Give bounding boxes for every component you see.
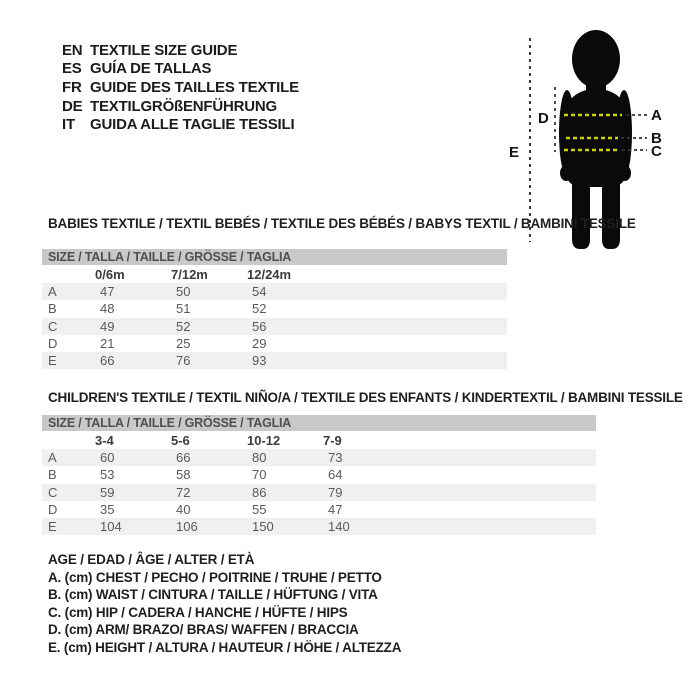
lang-code: EN — [62, 41, 83, 59]
children-size-table — [42, 415, 596, 535]
children-column-header-row — [42, 431, 596, 449]
lang-row-de — [62, 97, 299, 116]
cell: 56 — [252, 318, 267, 334]
cell: 80 — [252, 450, 267, 466]
legend-age-line: AGE / EDAD / ÂGE / ALTER / ETÀ — [48, 552, 255, 568]
row-label: D — [48, 502, 58, 518]
cell: 72 — [176, 484, 191, 500]
cell: 64 — [328, 467, 343, 483]
cell: 58 — [176, 467, 191, 483]
legend-item-waist: B. (cm) WAIST / CINTURA / TAILLE / HÜFTUNG / VITA — [48, 587, 378, 603]
cell: 93 — [252, 353, 267, 369]
cell: 49 — [100, 318, 115, 334]
cell: 47 — [100, 284, 115, 300]
row-label: C — [48, 484, 58, 500]
row-label: B — [48, 301, 57, 317]
table-row — [42, 300, 507, 317]
table-row — [42, 518, 596, 535]
cell: 59 — [100, 484, 115, 500]
cell: 29 — [252, 336, 267, 352]
cell: 55 — [252, 502, 267, 518]
cell: 86 — [252, 484, 267, 500]
cell: 51 — [176, 301, 191, 317]
lang-code: DE — [62, 97, 83, 115]
children-size-header-bar: SIZE / TALLA / TAILLE / GRÖSSE / TAGLIA — [42, 415, 596, 431]
cell: 54 — [252, 284, 267, 300]
label-c: C — [651, 143, 662, 160]
cell: 140 — [328, 519, 350, 535]
cell: 40 — [176, 502, 191, 518]
cell: 150 — [252, 519, 274, 535]
children-section-title: CHILDREN'S TEXTILE / TEXTIL NIÑO/A / TEXTILE DES ENFANTS / KINDERTEXTIL / BAMBINI TESSILE — [48, 390, 683, 405]
babies-size-header-bar: SIZE / TALLA / TAILLE / GRÖSSE / TAGLIA — [42, 249, 507, 265]
cell: 35 — [100, 502, 115, 518]
column-header: 0/6m — [95, 266, 125, 282]
lang-row-es — [62, 60, 299, 79]
column-header: 7-9 — [323, 432, 342, 448]
cell: 50 — [176, 284, 191, 300]
legend-item-height: E. (cm) HEIGHT / ALTURA / HAUTEUR / HÖHE / ALTEZZA — [48, 639, 402, 655]
children-table-body — [42, 449, 596, 535]
lang-code: IT — [62, 116, 75, 134]
cell: 48 — [100, 301, 115, 317]
lang-code: FR — [62, 78, 82, 96]
cell: 52 — [176, 318, 191, 334]
lang-title: TEXTILE SIZE GUIDE — [90, 41, 238, 59]
babies-column-header-row — [42, 265, 507, 283]
lang-title: GUIDE DES TAILLES TEXTILE — [90, 78, 299, 96]
legend-item-chest: A. (cm) CHEST / PECHO / POITRINE / TRUHE / PETTO — [48, 569, 382, 585]
column-header: 10-12 — [247, 432, 281, 448]
cell: 60 — [100, 450, 115, 466]
legend-item-hip: C. (cm) HIP / CADERA / HANCHE / HÜFTE / HIPS — [48, 604, 348, 620]
cell: 66 — [100, 353, 115, 369]
column-header: 7/12m — [171, 266, 208, 282]
cell: 73 — [328, 450, 343, 466]
column-header: 5-6 — [171, 432, 190, 448]
table-row — [42, 501, 596, 518]
lang-row-en — [62, 41, 299, 60]
row-label: A — [48, 450, 57, 466]
table-row — [42, 283, 507, 300]
lang-title: TEXTILGRÖßENFÜHRUNG — [90, 97, 278, 115]
row-label: A — [48, 284, 57, 300]
table-row — [42, 449, 596, 466]
label-e: E — [509, 144, 520, 161]
column-header: 3-4 — [95, 432, 114, 448]
cell: 104 — [100, 519, 122, 535]
cell: 106 — [176, 519, 198, 535]
table-row — [42, 318, 507, 335]
label-d: D — [538, 110, 549, 127]
row-label: D — [48, 336, 58, 352]
lang-row-it — [62, 115, 299, 134]
lang-title: GUÍA DE TALLAS — [90, 60, 212, 78]
babies-table-body — [42, 283, 507, 369]
lang-title: GUIDA ALLE TAGLIE TESSILI — [90, 116, 295, 134]
cell: 66 — [176, 450, 191, 466]
label-b: B — [651, 130, 662, 147]
row-label: C — [48, 318, 58, 334]
cell: 47 — [328, 502, 343, 518]
babies-size-table — [42, 249, 507, 369]
legend-item-arm: D. (cm) ARM/ BRAZO/ BRAS/ WAFFEN / BRACCIA — [48, 622, 359, 638]
cell: 70 — [252, 467, 267, 483]
row-label: E — [48, 353, 57, 369]
lang-row-fr — [62, 78, 299, 97]
table-row — [42, 352, 507, 369]
cell: 76 — [176, 353, 191, 369]
cell: 52 — [252, 301, 267, 317]
table-row — [42, 335, 507, 352]
measurement-legend — [48, 551, 401, 656]
language-title-list — [62, 41, 299, 134]
row-label: E — [48, 519, 57, 535]
row-label: B — [48, 467, 57, 483]
table-row — [42, 466, 596, 483]
cell: 21 — [100, 336, 115, 352]
label-a: A — [651, 107, 662, 124]
cell: 53 — [100, 467, 115, 483]
cell: 25 — [176, 336, 191, 352]
column-header: 12/24m — [247, 266, 292, 282]
lang-code: ES — [62, 60, 82, 78]
table-row — [42, 484, 596, 501]
cell: 79 — [328, 484, 343, 500]
babies-section-title: BABIES TEXTILE / TEXTIL BEBÉS / TEXTILE DES BÉBÉS / BABYS TEXTIL / BAMBINI TESSILE — [48, 216, 636, 231]
